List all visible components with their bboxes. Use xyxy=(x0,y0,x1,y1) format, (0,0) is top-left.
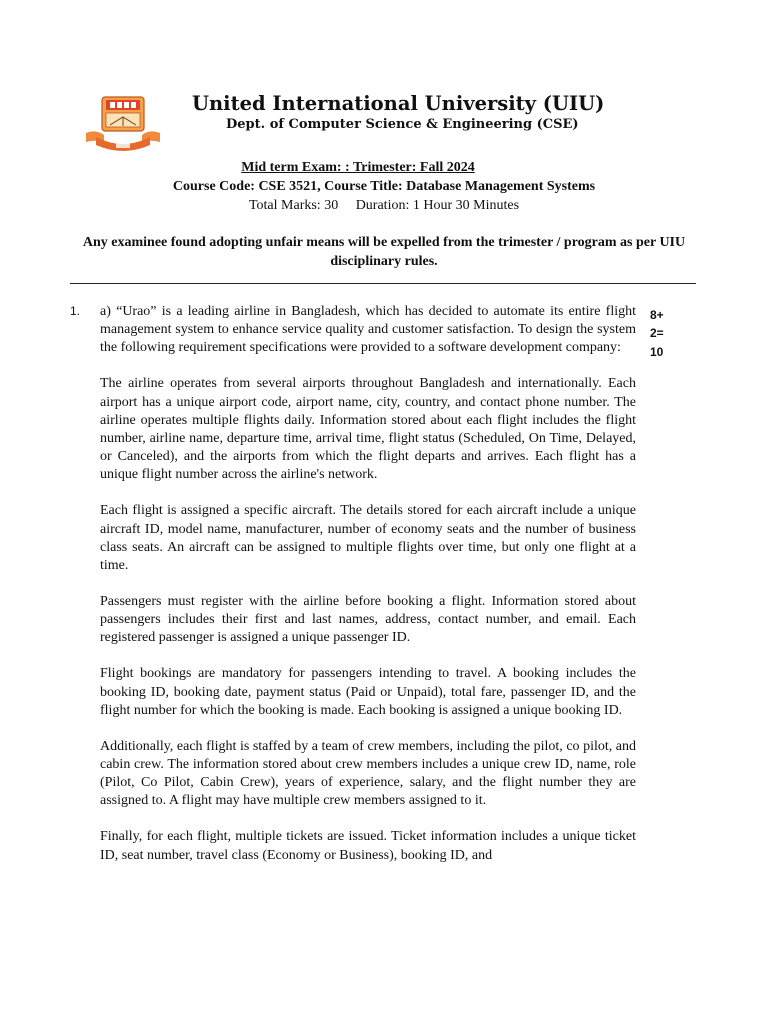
divider xyxy=(70,283,696,284)
course-info: Course Code: CSE 3521, Course Title: Database Management Systems xyxy=(172,179,596,194)
marks-line: 10 xyxy=(650,344,664,359)
marks-line: 8+ xyxy=(650,308,664,322)
question-body xyxy=(100,303,636,865)
aircraft-paragraph: Each flight is assigned a specific aircraft. The details stored for each aircraft include a unique aircraft ID, model name, manufacturer, number of economy seats and the number of business class seats. An aircraft can be assigned to multiple flights over time, but only one flight at a time. xyxy=(100,503,636,574)
ticket-paragraph: Finally, for each flight, multiple tickets are issued. Ticket information includes a unique ticket ID, seat number, travel class (Economy or Business), booking ID, and xyxy=(100,829,636,863)
booking-paragraph: Flight bookings are mandatory for passengers intending to travel. A booking includes the booking ID, booking date, payment status (Paid or Unpaid), total fare, passenger ID, and the flight number for which the booking is made. Each booking is assigned a unique booking ID. xyxy=(100,666,636,718)
unfair-means-warning: Any examinee found adopting unfair means will be expelled from the trimester / program as per UIU disciplinary rules. xyxy=(82,235,686,269)
airport-flight-paragraph: The airline operates from several airports throughout Bangladesh and internationally. Each airport has a unique airport code, airport name, city, country, and contact phone number. The airline operates multiple flights daily. Information stored about each flight includes the flight number, airline name, departure time, arrival time, flight status (Scheduled, On Time, Delayed, or Canceled), and the airports from which the flight departs and arrives. Each flight has a unique flight number across the airline's network. xyxy=(100,376,636,483)
university-name: United International University (UIU) xyxy=(192,92,605,115)
department-name: Dept. of Computer Science & Engineering (CSE) xyxy=(226,117,579,132)
uiu-crest-logo-icon xyxy=(84,95,162,155)
exam-title: Mid term Exam: : Trimester: Fall 2024 xyxy=(241,160,475,175)
marks-duration: Total Marks: 30 Duration: 1 Hour 30 Minutes xyxy=(248,198,520,213)
passenger-paragraph: Passengers must register with the airline before booking a flight. Information stored about passengers includes their first and last names, address, contact number, and email. Each registered passenger is assigned a unique passenger ID. xyxy=(100,594,636,646)
question-number: 1. xyxy=(70,304,81,318)
marks-line: 2= xyxy=(650,326,664,341)
question-intro-paragraph: a) “Urao” is a leading airline in Bangladesh, which has decided to automate its entire flight management system to enhance service quality and customer satisfaction. To design the system the following requirement specifications were provided to a software development company: xyxy=(100,304,636,356)
crew-paragraph: Additionally, each flight is staffed by a team of crew members, including the pilot, co pilot, and cabin crew. The information stored about crew members includes a unique crew ID, name, role (Pilot, Co Pilot, Cabin Crew), years of experience, salary, and the flight number they are assigned to. A flight may have multiple crew members assigned to it. xyxy=(100,738,636,809)
question-marks xyxy=(650,306,664,361)
